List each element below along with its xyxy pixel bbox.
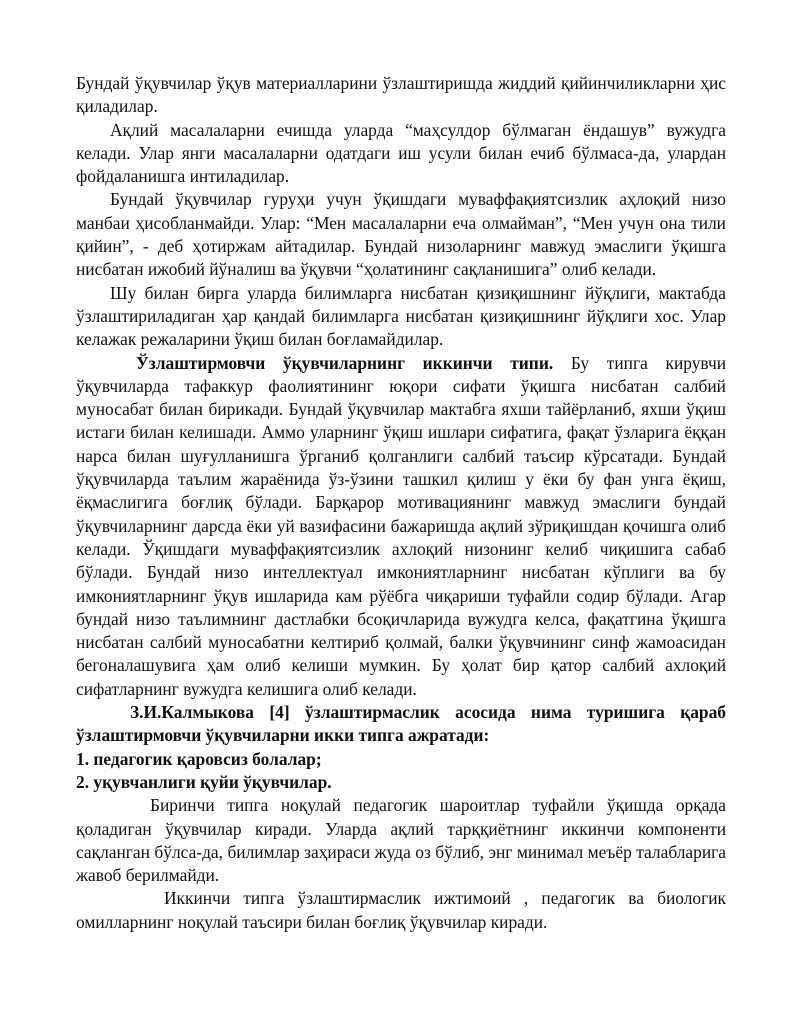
paragraph-5 <box>76 352 726 701</box>
section-heading: З.И.Калмыкова [4] ўзлаштирмаслик асосида нима туришига қараб ўзлаштирмовчи ўқувчиларни икки типга ажратади: <box>76 702 726 746</box>
paragraph-6: Биринчи типга ноқулай педагогик шароитлар туфайли ўқишда орқада қоладиган ўқувчилар киради. Уларда ақлий тарққиётнинг иккинчи компоненти сақланган бўлса-да, билимлар заҳираси жуда оз бўлиб, энг минимал меъёр талабларига жавоб берилмайди. <box>76 795 726 886</box>
paragraph-5-body: Бу типга кирувчи ўқувчиларда тафаккур фаолиятининг юқори сифати ўқишга нисбатан салбий муносабат билан бирикади. Бундай ўқувчилар мактабга яхши тайёрланиб, яхши ўқиш истаги билан келишади. Аммо уларнинг ўқиш ишлари сифатига, фақат ўзларига ёққан нарса билан шуғулланишга ўрганиб қолганлиги салбий таъсир кўрсатади. Бундай ўқувчиларда таълим жараёнида ўз-ўзини ташкил қилиш у ёки бу фан унга ёқиш, ёқмаслигига боғлиқ бўлади. Барқарор мотивациянинг мавжуд эмаслиги бундай ўқувчиларнинг дарсда ёки уй вазифасини бажаришда ақлий зўриқишдан қочишга олиб келади. Ўқишдаги муваффақиятсизлик ахлоқий низонинг келиб чиқишига сабаб бўлади. Бундай низо интеллектуал имкониятларнинг нисбатан кўплиги ва бу имкониятларнинг ўқув ишларида кам рўёбга чиқариши туфайли содир бўлади. Агар бундай низо таълимнинг дастлабки бсоқичларида вужудга келса, фақатгина ўқишга нисбатан салбий муносабатни келтириб қолмай, балки ўқувчининг синф жамоасидан бегоналашувига ҳам олиб келиши мумкин. Бу ҳолат бир қатор салбий ахлоқий сифатларнинг вужудга келишига олиб келади. <box>76 352 727 699</box>
list-item-1: 1. педагогик қаровсиз болалар; <box>76 748 322 769</box>
paragraph-1: Бундай ўқувчилар ўқув материалларини ўзлаштиришда жиддий қийинчиликларни ҳис қиладилар. <box>76 73 726 117</box>
list-item-2: 2. уқувчанлиги қуйи ўқувчилар. <box>76 771 332 792</box>
paragraph-2: Ақлий масалаларни ечишда уларда “маҳсулдор бўлмаган ёндашув” вужудга келади. Улар янги масалаларни одатдаги иш усули билан ечиб бўлмаса-да, улардан фойдаланишга интиладилар. <box>76 119 726 187</box>
paragraph-7: Иккинчи типга ўзлаштирмаслик ижтимоий , педагогик ва биологик омилларнинг ноқулай таъсири билан боғлиқ ўқувчилар киради. <box>76 888 726 932</box>
document-page <box>76 72 726 934</box>
paragraph-5-bold-lead: Ўзлаштирмовчи ўқувчиларнинг иккинчи типи. <box>136 352 554 373</box>
paragraph-3: Бундай ўқувчилар гуруҳи учун ўқишдаги муваффақиятсизлик аҳлоқий низо манбаи ҳисобланмайди. Улар: “Мен масалаларни еча олмайман”, “Мен учун она тили қийин”, - деб ҳотиржам айтадилар. Бундай низоларнинг мавжуд эмаслиги ўқишга нисбатан ижобий йўналиш ва ўқувчи “ҳолатининг сақланишига” олиб келади. <box>76 189 726 280</box>
paragraph-4: Шу билан бирга уларда билимларга нисбатан қизиқишнинг йўқлиги, мактабда ўзлаштириладиган ҳар қандай билимларга нисбатан қизиқишнинг йўқлиги хос. Улар келажак режаларини ўқиш билан боғламайдилар. <box>76 282 726 350</box>
